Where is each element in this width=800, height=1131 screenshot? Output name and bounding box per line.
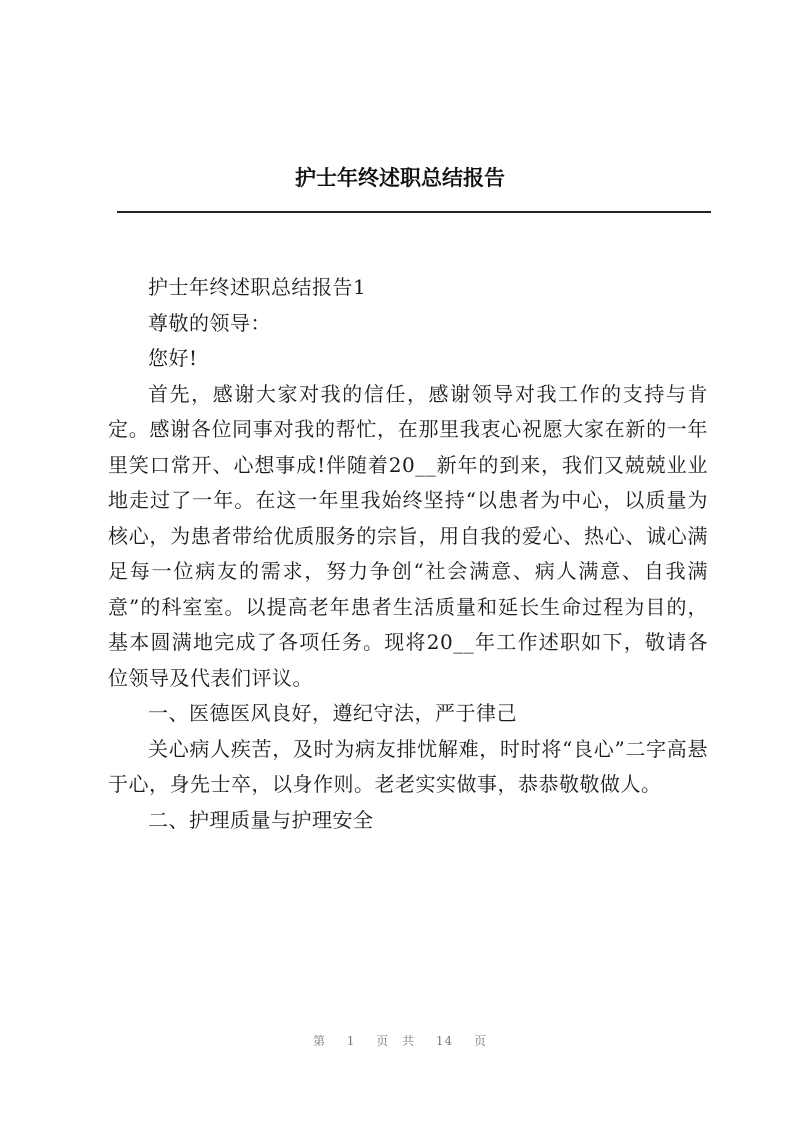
- document-title: 护士年终述职总结报告: [295, 166, 505, 190]
- footer-middle: 页 共: [376, 1034, 416, 1048]
- section-heading-2: 二、护理质量与护理安全: [148, 807, 374, 832]
- report-heading: 护士年终述职总结报告1: [148, 275, 367, 299]
- document-body: [108, 270, 708, 838]
- title-divider: [117, 211, 711, 213]
- salutation: 尊敬的领导：: [148, 310, 271, 335]
- page-footer: [0, 1032, 800, 1049]
- greeting: 您好!: [148, 346, 198, 370]
- section-1-paragraph: 关心病人疾苦，及时为病友排忧解难，时时将“良心”二字高悬于心，身先士卒，以身作则。老老实实做事，恭恭敬敬做人。: [108, 736, 708, 796]
- footer-page-number: 1: [346, 1034, 356, 1048]
- footer-total-pages: 14: [435, 1034, 454, 1048]
- intro-paragraph: 首先，感谢大家对我的信任，感谢领导对我工作的支持与肯定。感谢各位同事对我的帮忙，在那里我衷心祝愿大家在新的一年里笑口常开、心想事成!伴随着20__新年的到来，我们又兢兢业业地走过了一年。在这一年里我始终坚持“以患者为中心，以质量为核心，为患者带给优质服务的宗旨，用自我的爱心、热心、诚心满足每一位病友的需求，努力争创“社会满意、病人满意、自我满意”的科室室。以提高老年患者生活质量和延长生命过程为目的，基本圆满地完成了各项任务。现将20__年工作述职如下，敬请各位领导及代表们评议。: [108, 381, 708, 690]
- footer-suffix: 页: [474, 1034, 488, 1048]
- section-heading-1: 一、医德医风良好，遵纪守法，严于律己: [148, 701, 517, 725]
- footer-prefix: 第: [312, 1034, 326, 1048]
